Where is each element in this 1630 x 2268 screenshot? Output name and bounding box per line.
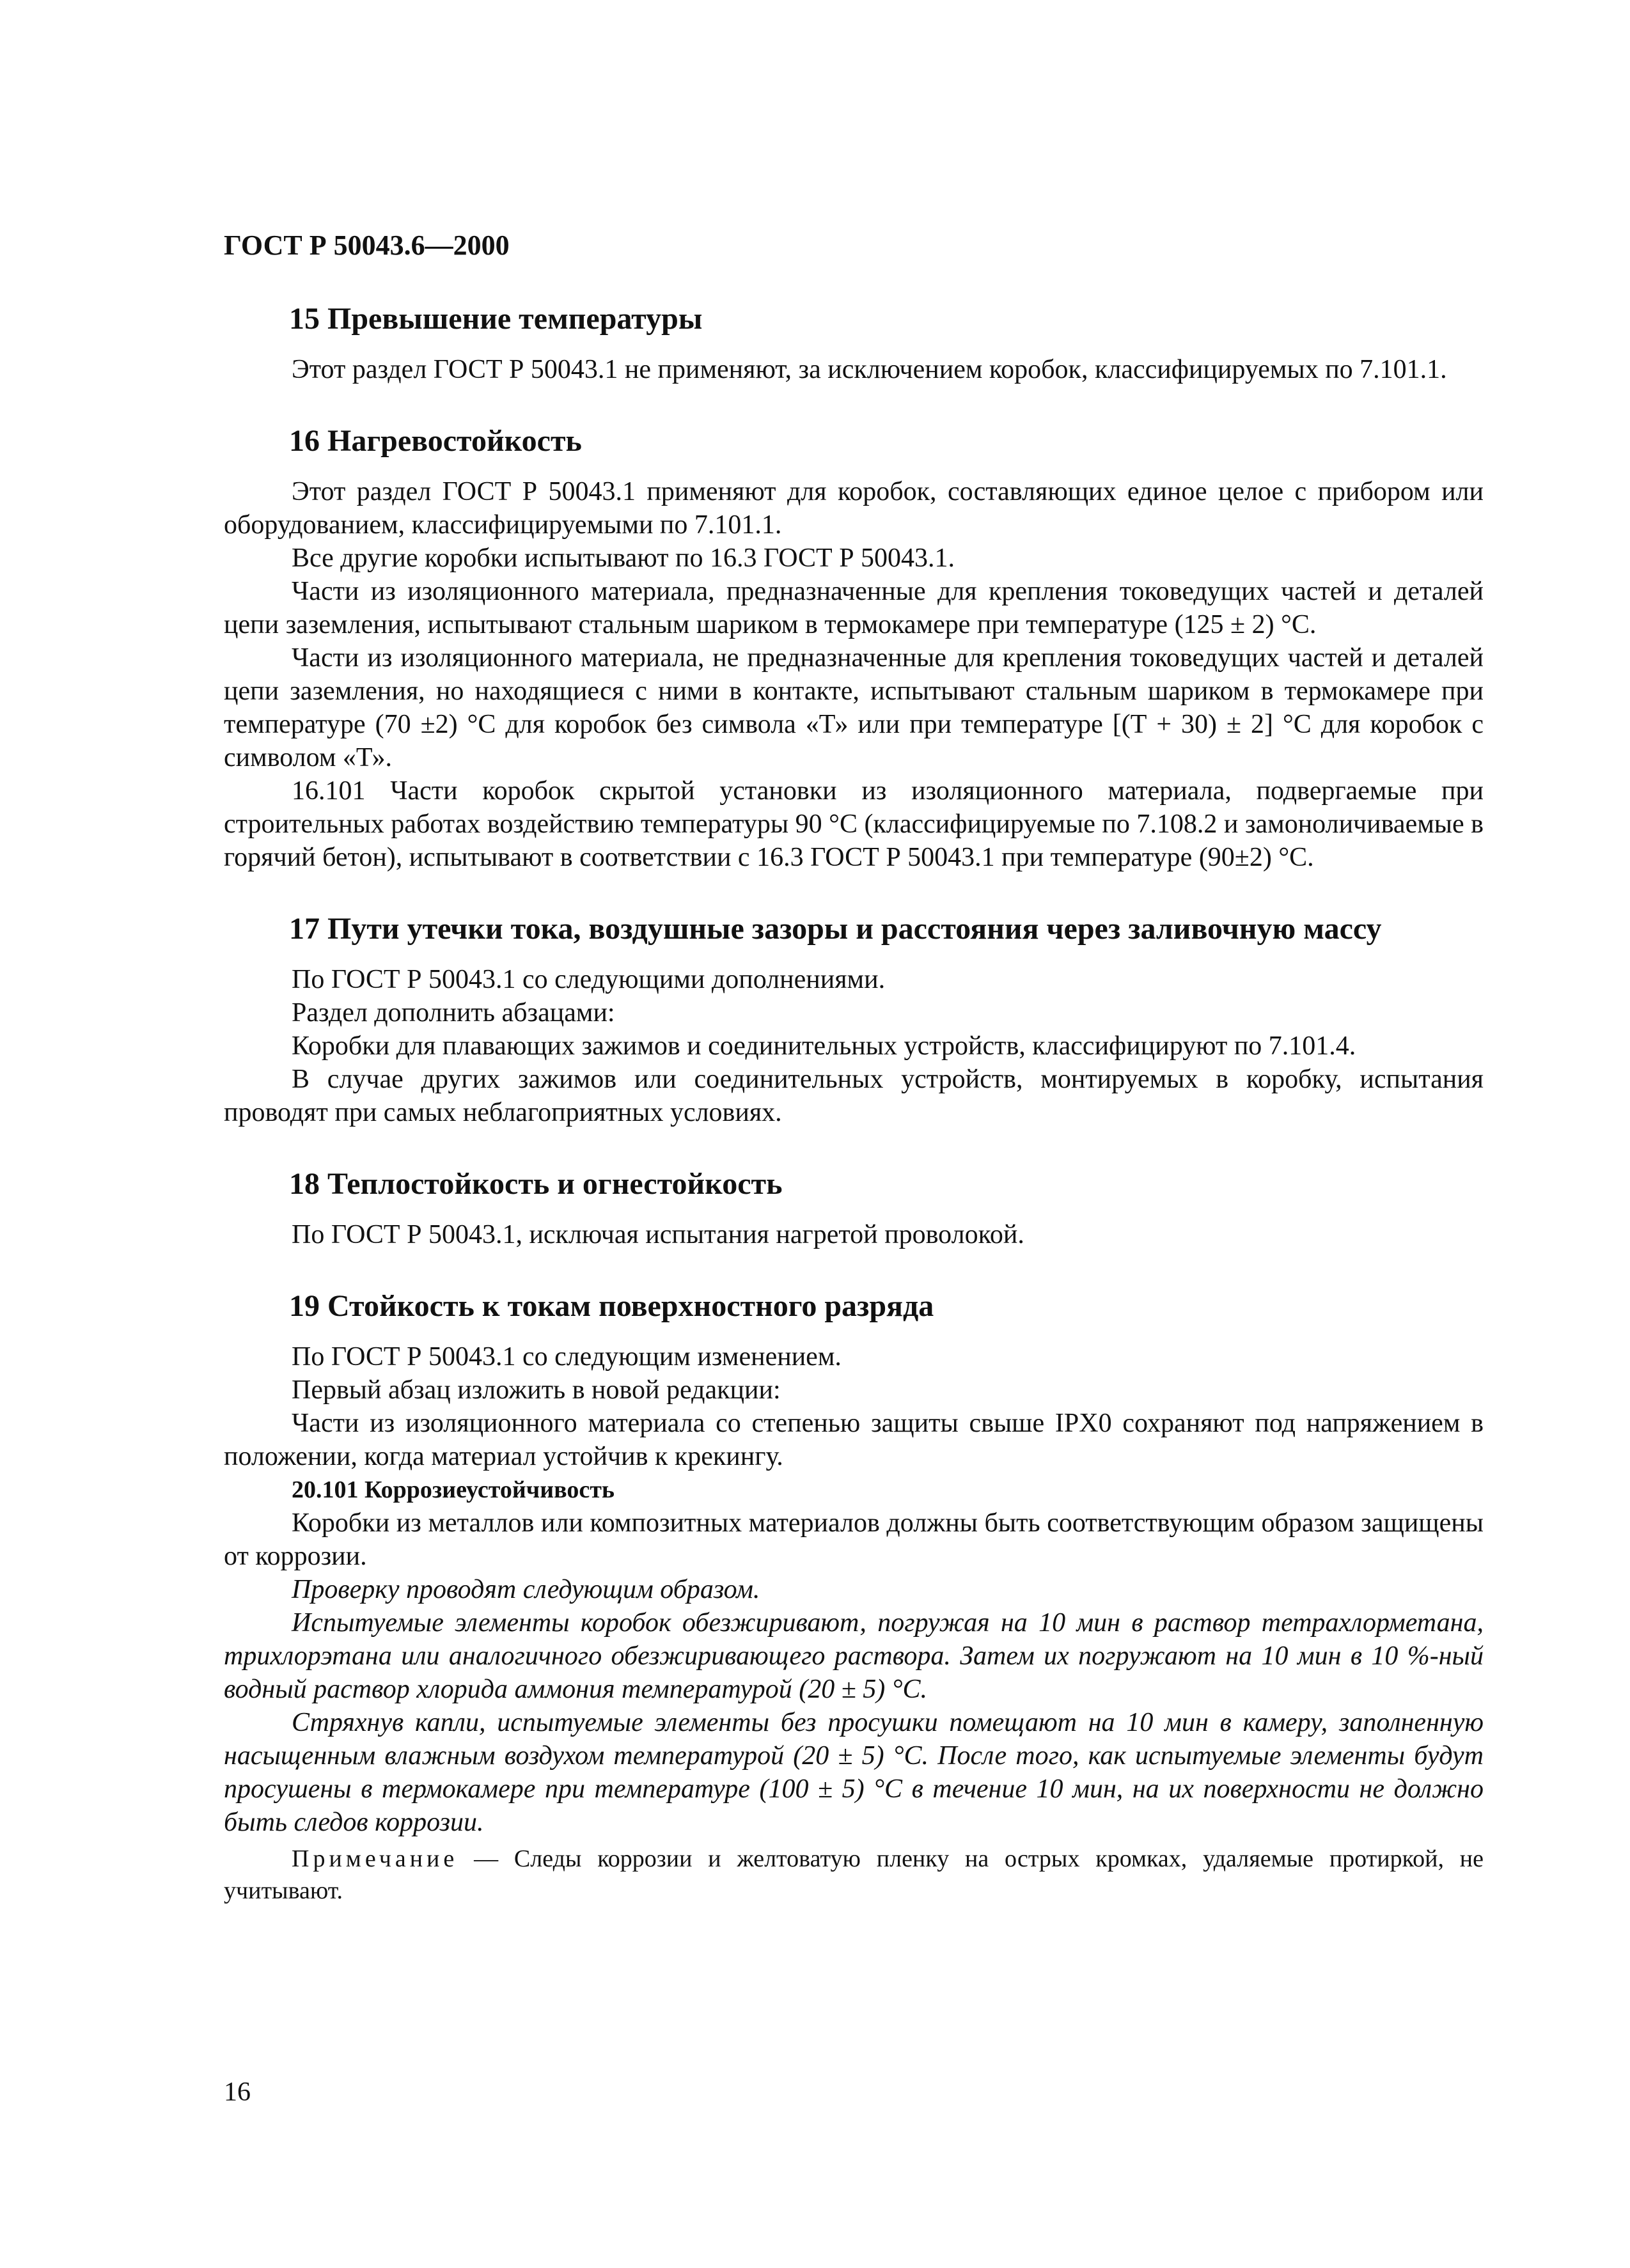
paragraph: По ГОСТ Р 50043.1 со следующими дополнениями.: [292, 965, 886, 994]
note-text: — Следы коррозии и желтоватую пленку на острых кромках, удаляемые протиркой, не учитывают.: [224, 1845, 1484, 1904]
paragraph: Этот раздел ГОСТ Р 50043.1 применяют для коробок, составляющих единое целое с прибором или оборудованием, классифицируемыми по 7.101.1.: [224, 477, 1484, 540]
paragraph: Коробки для плавающих зажимов и соединительных устройств, классифицируют по 7.101.4.: [292, 1031, 1356, 1061]
subsection-title: 20.101 Коррозиеустойчивость: [292, 1476, 615, 1503]
section-title: 15 Превышение температуры: [289, 302, 703, 336]
paragraph: Этот раздел ГОСТ Р 50043.1 не применяют, за исключением коробок, классифицируемых по 7.101.1.: [292, 355, 1447, 384]
section-title: 18 Теплостойкость и огнестойкость: [289, 1167, 783, 1201]
section-17: [224, 911, 1484, 1129]
section-title: 19 Стойкость к токам поверхностного разряда: [289, 1289, 934, 1323]
paragraph: Раздел дополнить абзацами:: [292, 998, 615, 1028]
section-16: [224, 423, 1484, 874]
italic-paragraph: Стряхнув капли, испытуемые элементы без просушки помещают на 10 мин в камеру, заполненную насыщенным влажным воздухом температурой (20 ± 5) °С. После того, как испытуемые элементы будут просушены в термокамере при температуре (100 ± 5) °С в течение 10 мин, на их поверхности не должно быть следов коррозии.: [224, 1708, 1484, 1837]
document-id: ГОСТ Р 50043.6—2000: [224, 230, 510, 261]
italic-paragraph: Испытуемые элементы коробок обезжиривают, погружая на 10 мин в раствор тетрахлорметана, трихлорэтана или аналогичного обезжиривающего раствора. Затем их погружают на 10 мин в 10 %-ный водный раствор хлорида аммония температурой (20 ± 5) °С.: [224, 1608, 1484, 1704]
section-19: [224, 1288, 1484, 1473]
section-15: [224, 301, 1484, 386]
subsection-20-101: [224, 1473, 1484, 1907]
paragraph: Первый абзац изложить в новой редакции:: [292, 1375, 781, 1405]
paragraph: По ГОСТ Р 50043.1, исключая испытания нагретой проволокой.: [292, 1220, 1024, 1249]
section-title: 17 Пути утечки тока, воздушные зазоры и расстояния через заливочную массу: [289, 912, 1382, 946]
paragraph: Все другие коробки испытывают по 16.3 ГОСТ Р 50043.1.: [292, 544, 955, 573]
section-title: 16 Нагревостойкость: [289, 424, 582, 458]
section-18: [224, 1166, 1484, 1251]
note: [224, 1843, 1484, 1907]
paragraph: Части из изоляционного материала, не предназначенные для крепления токоведущих частей и деталей цепи заземления, но находящиеся с ними в контакте, испытывают стальным шариком в термокамере при температуре (70 ±2) °С для коробок без символа «Т» или при температуре [(Т + 30) ± 2] °С для коробок с символом «Т».: [224, 643, 1484, 772]
document-page: [224, 229, 1484, 1907]
italic-paragraph: Проверку проводят следующим образом.: [292, 1575, 760, 1604]
paragraph: В случае других зажимов или соединительных устройств, монтируемых в коробку, испытания проводят при самых неблагоприятных условиях.: [224, 1065, 1484, 1127]
page-number: 16: [224, 2077, 251, 2107]
paragraph: Части из изоляционного материала со степенью защиты свыше IPX0 сохраняют под напряжением в положении, когда материал устойчив к крекингу.: [224, 1409, 1484, 1471]
note-label: Примечание: [292, 1845, 458, 1872]
paragraph: Части из изоляционного материала, предназначенные для крепления токоведущих частей и деталей цепи заземления, испытывают стальным шариком в термокамере при температуре (125 ± 2) °С.: [224, 577, 1484, 639]
paragraph: 16.101 Части коробок скрытой установки из изоляционного материала, подвергаемые при строительных работах воздействию температуры 90 °С (классифицируемые по 7.108.2 и замоноличиваемые в горячий бетон), испытывают в соответствии с 16.3 ГОСТ Р 50043.1 при температуре (90±2) °С.: [224, 776, 1484, 872]
paragraph: По ГОСТ Р 50043.1 со следующим изменением.: [292, 1342, 842, 1372]
paragraph: Коробки из металлов или композитных материалов должны быть соответствующим образом защищены от коррозии.: [224, 1508, 1484, 1571]
